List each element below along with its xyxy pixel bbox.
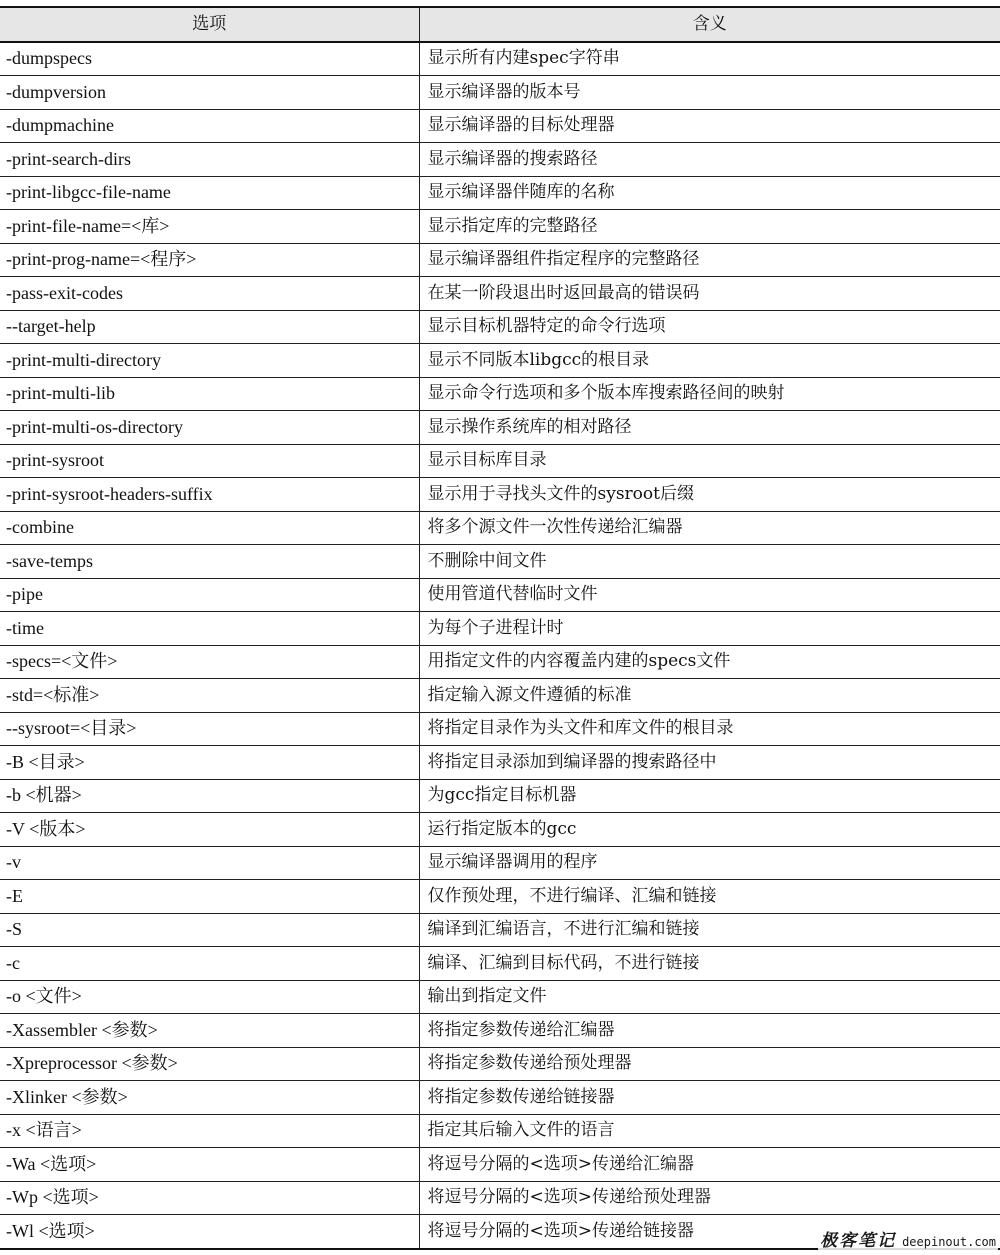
option-cell: -b <机器> (0, 779, 419, 813)
gcc-options-table (0, 6, 1000, 1250)
option-cell: -pipe (0, 578, 419, 612)
table-row (0, 42, 1000, 76)
table-row (0, 980, 1000, 1014)
option-cell: -S (0, 913, 419, 947)
option-cell: -o <文件> (0, 980, 419, 1014)
table-row (0, 913, 1000, 947)
meaning-cell: 将逗号分隔的<选项>传递给链接器 (419, 1215, 1000, 1249)
header-row (0, 7, 1000, 42)
meaning-cell: 将逗号分隔的<选项>传递给汇编器 (419, 1148, 1000, 1182)
table-row (0, 545, 1000, 579)
meaning-cell: 输出到指定文件 (419, 980, 1000, 1014)
option-cell: -specs=<文件> (0, 645, 419, 679)
option-cell: -Xassembler <参数> (0, 1014, 419, 1048)
table-row (0, 511, 1000, 545)
table-row (0, 813, 1000, 847)
option-cell: -E (0, 880, 419, 914)
option-cell: -B <目录> (0, 746, 419, 780)
table-row (0, 846, 1000, 880)
option-cell: -Xlinker <参数> (0, 1081, 419, 1115)
option-cell: -print-multi-os-directory (0, 411, 419, 445)
option-cell: -save-temps (0, 545, 419, 579)
table-row (0, 210, 1000, 244)
meaning-cell: 显示命令行选项和多个版本库搜索路径间的映射 (419, 377, 1000, 411)
table-row (0, 478, 1000, 512)
table-row (0, 947, 1000, 981)
option-cell: -Wa <选项> (0, 1148, 419, 1182)
option-cell: -print-multi-directory (0, 344, 419, 378)
option-cell: -print-libgcc-file-name (0, 176, 419, 210)
meaning-cell: 编译到汇编语言，不进行汇编和链接 (419, 913, 1000, 947)
watermark-logo-text: 极客笔记 (820, 1231, 897, 1251)
option-cell: -x <语言> (0, 1114, 419, 1148)
meaning-cell: 使用管道代替临时文件 (419, 578, 1000, 612)
option-cell: -print-prog-name=<程序> (0, 243, 419, 277)
option-cell: -print-multi-lib (0, 377, 419, 411)
option-cell: -time (0, 612, 419, 646)
meaning-cell: 将指定参数传递给汇编器 (419, 1014, 1000, 1048)
table-row (0, 277, 1000, 311)
option-cell: -pass-exit-codes (0, 277, 419, 311)
meaning-cell: 为每个子进程计时 (419, 612, 1000, 646)
watermark (818, 1226, 998, 1251)
table-row (0, 444, 1000, 478)
meaning-cell: 显示目标库目录 (419, 444, 1000, 478)
table-row (0, 377, 1000, 411)
table-row (0, 612, 1000, 646)
table-row (0, 310, 1000, 344)
table-row (0, 746, 1000, 780)
table-row (0, 779, 1000, 813)
option-cell: --target-help (0, 310, 419, 344)
watermark-domain: deepinout.com (902, 1235, 996, 1249)
option-cell: -V <版本> (0, 813, 419, 847)
table-row (0, 578, 1000, 612)
table-row (0, 143, 1000, 177)
table-body (0, 42, 1000, 1249)
option-cell: -Xpreprocessor <参数> (0, 1047, 419, 1081)
table-row (0, 243, 1000, 277)
table-row (0, 1114, 1000, 1148)
meaning-cell: 用指定文件的内容覆盖内建的specs文件 (419, 645, 1000, 679)
option-cell: -dumpspecs (0, 42, 419, 76)
meaning-cell: 在某一阶段退出时返回最高的错误码 (419, 277, 1000, 311)
meaning-cell: 显示用于寻找头文件的sysroot后缀 (419, 478, 1000, 512)
table-row (0, 1047, 1000, 1081)
table-row (0, 344, 1000, 378)
meaning-cell: 指定输入源文件遵循的标准 (419, 679, 1000, 713)
meaning-cell: 显示编译器调用的程序 (419, 846, 1000, 880)
meaning-cell: 显示目标机器特定的命令行选项 (419, 310, 1000, 344)
option-cell: -Wp <选项> (0, 1181, 419, 1215)
meaning-cell: 显示编译器的搜索路径 (419, 143, 1000, 177)
meaning-cell: 指定其后输入文件的语言 (419, 1114, 1000, 1148)
table-row (0, 1181, 1000, 1215)
table-row (0, 109, 1000, 143)
table-row (0, 176, 1000, 210)
table-row (0, 1014, 1000, 1048)
meaning-cell: 编译、汇编到目标代码，不进行链接 (419, 947, 1000, 981)
table-row (0, 76, 1000, 110)
meaning-cell: 显示指定库的完整路径 (419, 210, 1000, 244)
meaning-cell: 显示编译器的目标处理器 (419, 109, 1000, 143)
meaning-cell: 为gcc指定目标机器 (419, 779, 1000, 813)
table-row (0, 880, 1000, 914)
option-cell: -combine (0, 511, 419, 545)
meaning-cell: 显示所有内建spec字符串 (419, 42, 1000, 76)
meaning-cell: 将指定目录添加到编译器的搜索路径中 (419, 746, 1000, 780)
table-row (0, 1081, 1000, 1115)
meaning-cell: 显示编译器伴随库的名称 (419, 176, 1000, 210)
option-cell: --sysroot=<目录> (0, 712, 419, 746)
option-cell: -std=<标准> (0, 679, 419, 713)
meaning-cell: 显示不同版本libgcc的根目录 (419, 344, 1000, 378)
option-cell: -print-sysroot-headers-suffix (0, 478, 419, 512)
option-cell: -dumpmachine (0, 109, 419, 143)
header-option: 选项 (0, 7, 419, 42)
option-cell: -dumpversion (0, 76, 419, 110)
option-cell: -Wl <选项> (0, 1215, 419, 1249)
option-cell: -v (0, 846, 419, 880)
table-row (0, 712, 1000, 746)
meaning-cell: 不删除中间文件 (419, 545, 1000, 579)
option-cell: -print-search-dirs (0, 143, 419, 177)
meaning-cell: 将指定参数传递给预处理器 (419, 1047, 1000, 1081)
options-table-container (0, 6, 1000, 1250)
table-row (0, 411, 1000, 445)
option-cell: -print-file-name=<库> (0, 210, 419, 244)
meaning-cell: 显示编译器组件指定程序的完整路径 (419, 243, 1000, 277)
meaning-cell: 将多个源文件一次性传递给汇编器 (419, 511, 1000, 545)
meaning-cell: 显示操作系统库的相对路径 (419, 411, 1000, 445)
option-cell: -print-sysroot (0, 444, 419, 478)
table-row (0, 645, 1000, 679)
meaning-cell: 运行指定版本的gcc (419, 813, 1000, 847)
meaning-cell: 显示编译器的版本号 (419, 76, 1000, 110)
meaning-cell: 仅作预处理，不进行编译、汇编和链接 (419, 880, 1000, 914)
table-row (0, 679, 1000, 713)
meaning-cell: 将指定参数传递给链接器 (419, 1081, 1000, 1115)
table-row (0, 1148, 1000, 1182)
meaning-cell: 将指定目录作为头文件和库文件的根目录 (419, 712, 1000, 746)
header-meaning: 含义 (419, 7, 1000, 42)
option-cell: -c (0, 947, 419, 981)
meaning-cell: 将逗号分隔的<选项>传递给预处理器 (419, 1181, 1000, 1215)
